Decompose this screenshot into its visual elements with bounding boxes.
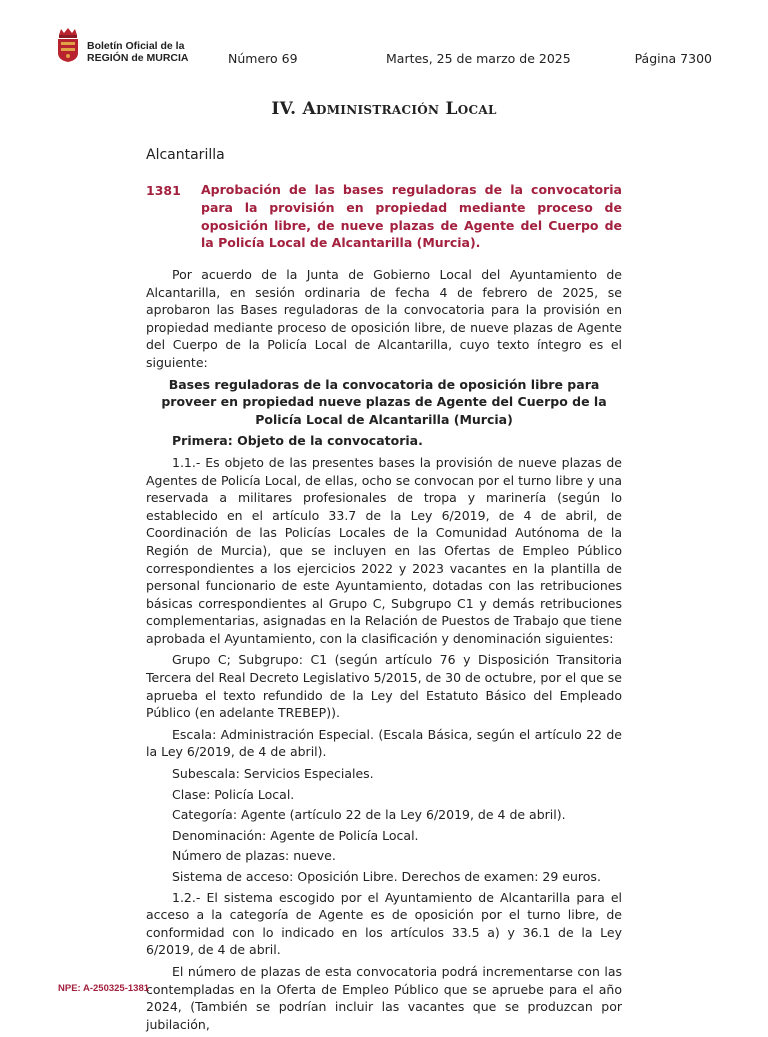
issue-number: Número 69 — [228, 51, 298, 66]
document-body — [146, 266, 622, 1037]
paragraph: Denominación: Agente de Policía Local. — [172, 827, 419, 843]
organism-name: Alcantarilla — [146, 147, 225, 163]
npe-code: NPE: A-250325-1381 — [58, 983, 150, 994]
paragraph: Número de plazas: nueve. — [172, 848, 336, 864]
paragraph: 1.1.- Es objeto de las presentes bases la provisión de nueve plazas de Agentes de Policía Local, de ellas, ocho se convocan por el turno libre y una reservada a militares profesionales de tropa y marinería (según lo establecido en el artículo 33.7 de la Ley 6/2019, de 4 de abril, de Coordinación de las Policías Locales de la Comunidad Autónoma de la Región de Murcia), que se incluyen en las Ofertas de Empleo Público correspondientes a los ejercicios 2022 y 2023 vacantes en la plantilla de personal funcionario de este Ayuntamiento, dotadas con las retribuciones básicas correspondientes al Grupo C, Subgrupo C1 y demás retribuciones complementarias, asignadas en la Relación de Puestos de Trabajo que tiene aprobada el Ayuntamiento, con la clasificación y denominación siguientes: — [146, 454, 622, 646]
paragraph: 1.2.- El sistema escogido por el Ayuntamiento de Alcantarilla para el acceso a la categoría de Agente es de oposición por el turno libre, de conformidad con lo indicado en los artículos 33.5 a) y 36.1 de la Ley 6/2019, de 4 de abril. — [146, 889, 622, 958]
bases-heading: Bases reguladoras de la convocatoria de oposición libre para proveer en propiedad nueve plazas de Agente del Cuerpo de la Policía Local de Alcantarilla (Murcia) — [161, 376, 607, 427]
announcement-title: Aprobación de las bases reguladoras de la convocatoria para la provisión en propiedad mediante proceso de oposición libre, de nueve plazas de Agente del Cuerpo de la Policía Local de Alcantarilla (Murcia). — [201, 182, 622, 251]
clause-heading: Primera: Objeto de la convocatoria. — [172, 433, 423, 449]
paragraph: Grupo C; Subgrupo: C1 (según artículo 76 y Disposición Transitoria Tercera del Real Decreto Legislativo 5/2015, de 30 de octubre, por el que se aprueba el texto refundido de la Ley del Estatuto Básico del Empleado Público (en adelante TREBEP)). — [146, 652, 622, 721]
paragraph: Por acuerdo de la Junta de Gobierno Local del Ayuntamiento de Alcantarilla, en sesión ordinaria de fecha 4 de febrero de 2025, se aprobaron las Bases reguladoras de la convocatoria para la provisión en propiedad mediante proceso de oposición libre, de nueve plazas de Agente del Cuerpo de la Policía Local de Alcantarilla, cuyo texto íntegro es el siguiente: — [146, 267, 622, 370]
issue-date: Martes, 25 de marzo de 2025 — [386, 51, 571, 66]
paragraph: El número de plazas de esta convocatoria podrá incrementarse con las contempladas en la Oferta de Empleo Público que se apruebe para el año 2024, (También se podrían incluir las vacantes que se produzcan por jubilación, — [146, 963, 622, 1032]
paragraph: Subescala: Servicios Especiales. — [172, 766, 374, 782]
logo-line2: REGIÓN de MURCIA — [87, 52, 189, 64]
paragraph: Sistema de acceso: Oposición Libre. Derechos de examen: 29 euros. — [172, 869, 601, 884]
paragraph: Clase: Policía Local. — [172, 786, 295, 802]
paragraph: Categoría: Agente (artículo 22 de la Ley 6/2019, de 4 de abril). — [172, 807, 566, 823]
logo-title — [87, 40, 189, 64]
page-number: Página 7300 — [634, 51, 712, 66]
page-header — [0, 0, 768, 80]
region-murcia-crest-icon — [55, 27, 81, 63]
paragraph: Escala: Administración Especial. (Escala Básica, según el artículo 22 de la Ley 6/2019, de 4 de abril). — [146, 726, 622, 760]
announcement-number: 1381 — [146, 183, 181, 198]
section-title: IV. Administración Local — [271, 99, 497, 119]
logo-line1: Boletín Oficial de la — [87, 40, 185, 52]
